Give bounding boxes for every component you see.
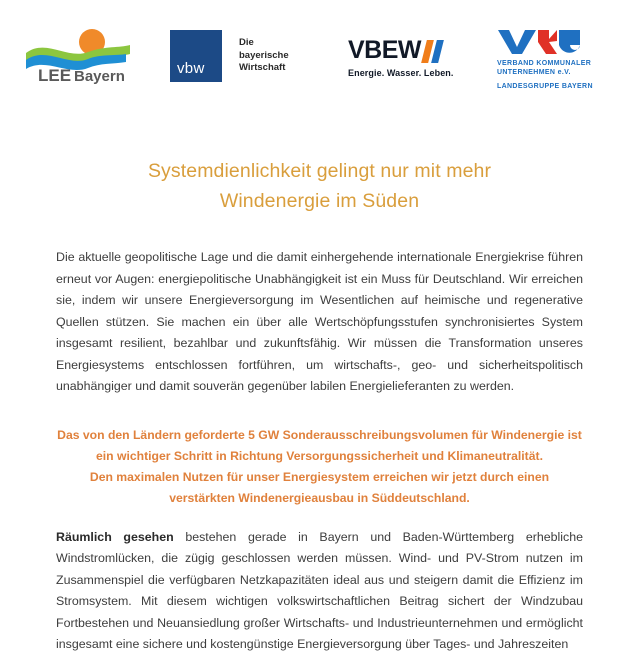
logo-vku <box>497 29 607 90</box>
vbw-square-icon <box>170 30 222 82</box>
vku-subtitle-line2: UNTERNEHMEN e.V. <box>497 69 571 76</box>
lee-wordmark-lee: LEE <box>38 66 72 84</box>
lee-wordmark-bayern: Bayern <box>74 68 125 84</box>
vku-subtitle <box>497 59 607 77</box>
vku-subtitle-line1: VERBAND KOMMUNALER <box>497 60 592 67</box>
page-title-line1: Systemdienlichkeit gelingt nur mit mehr <box>147 160 492 182</box>
page-title <box>56 118 583 216</box>
vbw-tagline-line2: Wirtschaft <box>239 62 286 74</box>
logo-vbew <box>348 37 468 81</box>
document-body <box>0 118 628 656</box>
vbew-wordmark: VBEW <box>348 36 421 64</box>
lee-bayern-icon <box>22 26 134 84</box>
highlight-line3: Den maximalen Nutzen für unser Energiesystem erreichen wir jetzt durch einen <box>89 469 550 484</box>
logo-vbw <box>170 30 305 82</box>
highlight-line1: Das von den Ländern geforderte 5 GW Sonderausschreibungsvolumen für Windenergie ist <box>57 427 582 442</box>
paragraph-closing <box>56 509 583 656</box>
vbew-tagline: Energie. Wasser. Leben. <box>348 68 454 78</box>
highlight-line2: ein wichtiger Schritt in Richtung Versorgungssicherheit und Klimaneutralität. <box>96 448 543 463</box>
vbw-tagline-line1: Die bayerische <box>239 37 289 61</box>
paragraph-closing-rest: bestehen gerade in Bayern und Baden-Württemberg erhebliche Windstromlücken, die zügig geschlossen werden müssen. Wind- und PV-Strom nutzen im Zusammenspiel die verfügbaren Netzkapazitäten ideal aus und steigern damit die Effizienz im Stromsystem. Mit diesem wichtigen volkswirtschaftlichen Beitrag sichert der Windzubau Fortbestehen und Neuansiedlung großer Wirtschafts- und Industrieunternehmen und ermöglicht insgesamt eine sichere und kostengünstige Energieversorgung über Tages- und Jahreszeiten <box>56 529 584 651</box>
vku-mark-icon <box>497 29 581 55</box>
logo-lee-bayern <box>22 26 134 84</box>
vbw-tagline <box>239 37 305 75</box>
vbw-wordmark: vbw <box>177 60 205 77</box>
page-title-line2: Windenergie im Süden <box>219 190 420 212</box>
vbew-mark <box>348 37 468 63</box>
paragraph-closing-lead: Räumlich gesehen <box>56 529 174 544</box>
vbew-slash-icon <box>424 39 443 63</box>
paragraph-highlight <box>56 398 583 509</box>
paragraph-intro: Die aktuelle geopolitische Lage und die damit einhergehende internationale Energiekrise führen erneut vor Augen: energiepolitische Unabhängigkeit ist ein Muss für Deutschland. Wir erreichen sie, indem wir unsere Energieversorgung im Wesentlichen auf heimische und regenerative Quellen stützen. Sie machen ein über alle Wertschöpfungsstufen synchronisiertes System insgesamt resilient, bezahlbar und zukunftsfähig. Wir müssen die Transformation unseres Energiesystems entschlossen fortführen, um wirtschafts-, geo- und sicherheitspolitisch unabhängiger und damit souverän gegenüber labilen Energielieferanten zu werden. <box>56 250 583 393</box>
vku-regional-group: LANDESGRUPPE BAYERN <box>497 83 593 90</box>
highlight-line4: verstärkten Windenergieausbau in Süddeutschland. <box>169 490 470 505</box>
logo-bar <box>0 0 628 118</box>
